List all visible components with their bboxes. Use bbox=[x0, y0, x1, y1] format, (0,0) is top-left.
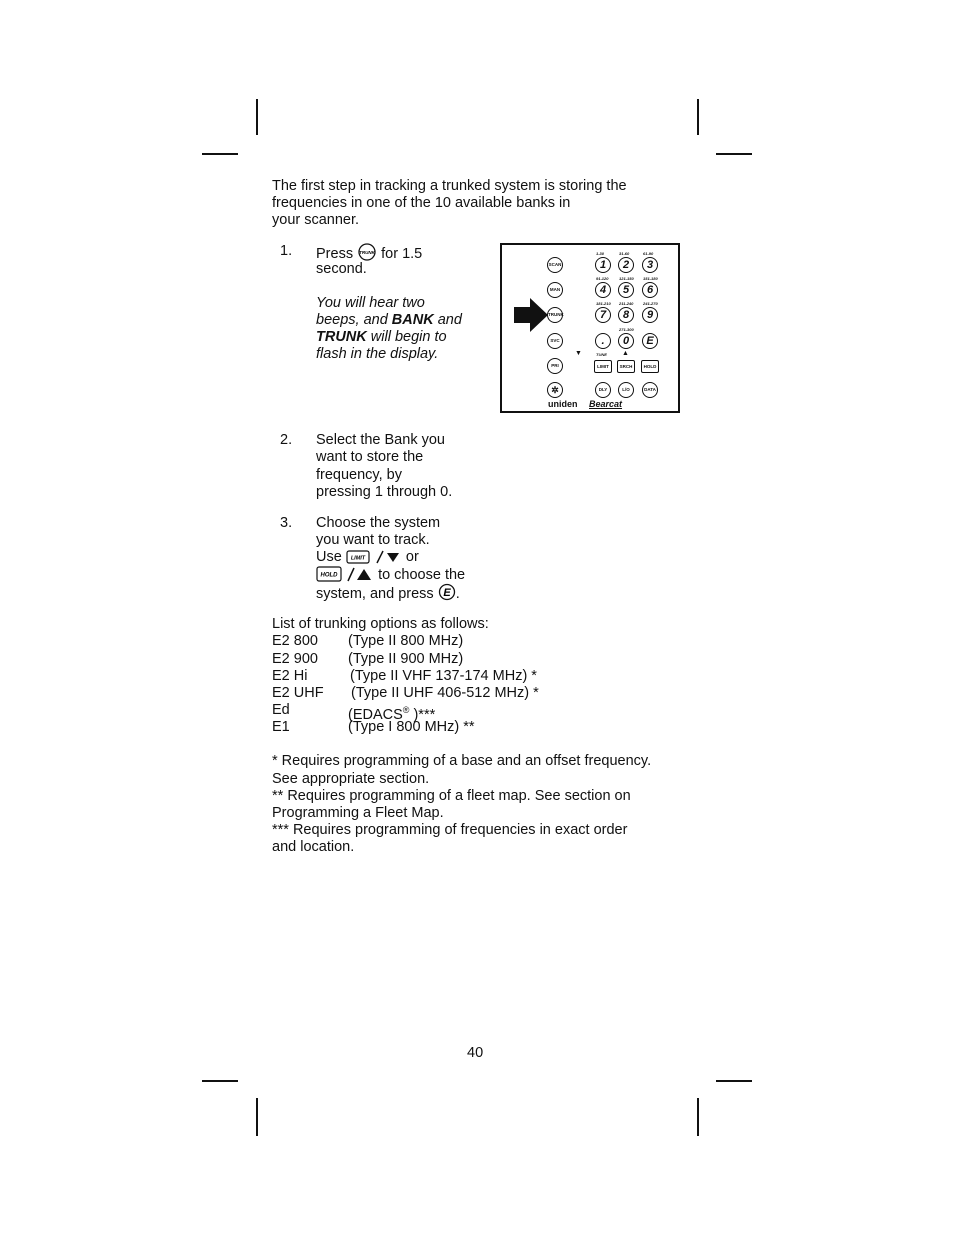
keypad-key-label: 241-270 bbox=[643, 301, 658, 306]
step-line: pressing 1 through 0. bbox=[316, 484, 453, 500]
footnote-line: and location. bbox=[272, 839, 355, 855]
step-number: 2. bbox=[280, 432, 293, 448]
option-code: Ed bbox=[272, 702, 290, 718]
note-text: and bbox=[437, 312, 462, 328]
step-number: 1. bbox=[280, 243, 293, 259]
keypad-key: 0 bbox=[618, 333, 634, 349]
option-desc: (Type II UHF 406-512 MHz) * bbox=[351, 685, 539, 701]
step-note bbox=[316, 329, 447, 346]
keypad-arrow-icon: ▲ bbox=[622, 350, 629, 357]
registered-mark: ® bbox=[402, 705, 410, 715]
option-desc-text: (EDACS bbox=[348, 706, 403, 723]
step-number: 3. bbox=[280, 515, 293, 531]
crop-mark bbox=[202, 153, 238, 155]
option-code: E2 UHF bbox=[272, 685, 324, 701]
option-code: E1 bbox=[272, 719, 290, 735]
keypad-key: MAN bbox=[547, 282, 563, 298]
step-line: frequency, by bbox=[316, 467, 402, 483]
option-code: E2 800 bbox=[272, 633, 318, 649]
options-heading: List of trunking options as follows: bbox=[272, 616, 489, 632]
footnote-line: *** Requires programming of frequencies in exact order bbox=[272, 822, 628, 838]
step-note bbox=[316, 312, 462, 329]
option-code: E2 Hi bbox=[272, 668, 308, 684]
footnote-line: Programming a Fleet Map. bbox=[272, 805, 444, 821]
intro-line: your scanner. bbox=[272, 212, 360, 228]
keypad-key: LIMIT bbox=[594, 360, 612, 373]
keypad-key: TRUNK bbox=[547, 307, 563, 323]
slash-down-arrow-icon bbox=[374, 550, 402, 564]
crop-mark bbox=[697, 99, 699, 135]
keypad-key-label: 1-30 bbox=[596, 251, 605, 256]
crop-mark bbox=[716, 153, 752, 155]
step-text: Use bbox=[316, 549, 342, 565]
keypad-key-label: 121-150 bbox=[619, 276, 634, 281]
bank-display-word: BANK bbox=[391, 312, 434, 328]
keypad-key: 8 bbox=[618, 307, 634, 323]
keypad-key: 9 bbox=[642, 307, 658, 323]
option-desc: (Type II VHF 137-174 MHz) * bbox=[350, 668, 537, 684]
option-desc: (Type II 800 MHz) bbox=[348, 633, 464, 649]
trunk-button-label: TRUNK bbox=[359, 250, 375, 255]
keypad-key: E bbox=[642, 333, 658, 349]
step-text: system, and press bbox=[316, 586, 434, 602]
step-line: you want to track. bbox=[316, 532, 430, 548]
step-text: . bbox=[455, 586, 460, 602]
option-desc: (Type I 800 MHz) ** bbox=[348, 719, 475, 735]
crop-mark bbox=[202, 1080, 238, 1082]
note-text: will begin to bbox=[370, 329, 447, 345]
trunk-button-icon bbox=[357, 243, 377, 261]
e-button-icon bbox=[438, 583, 456, 601]
step-text: for 1.5 bbox=[381, 246, 423, 262]
keypad-arrow-icon: ▼ bbox=[575, 350, 582, 357]
step-line: want to store the bbox=[316, 449, 424, 465]
step-line: Select the Bank you bbox=[316, 432, 445, 448]
keypad-key: HOLD bbox=[641, 360, 659, 373]
step-text: or bbox=[405, 549, 419, 565]
keypad-key: 2 bbox=[618, 257, 634, 273]
step-text: to choose the bbox=[378, 567, 466, 583]
keypad-key: 7 bbox=[595, 307, 611, 323]
footnote-line: See appropriate section. bbox=[272, 771, 430, 787]
e-button-label: E bbox=[443, 587, 451, 599]
footnote-line: ** Requires programming of a fleet map. See section on bbox=[272, 788, 631, 804]
limit-button-label: LIMIT bbox=[350, 555, 366, 562]
keypad-key: 4 bbox=[595, 282, 611, 298]
brand-logo: uniden bbox=[548, 399, 578, 409]
keypad-key-label: 211-240 bbox=[619, 301, 634, 306]
keypad-key: SCAN bbox=[547, 257, 563, 273]
step-line bbox=[316, 583, 460, 603]
hold-button-icon bbox=[316, 566, 342, 582]
keypad-key: . bbox=[595, 333, 611, 349]
keypad-illustration bbox=[500, 243, 680, 413]
keypad-key: DATA bbox=[642, 382, 658, 398]
step-note: flash in the display. bbox=[316, 346, 439, 362]
keypad-key: DLY bbox=[595, 382, 611, 398]
step-line bbox=[316, 566, 465, 584]
step-line bbox=[316, 549, 419, 566]
crop-mark bbox=[716, 1080, 752, 1082]
step-line: second. bbox=[316, 261, 367, 277]
step-note: You will hear two bbox=[316, 295, 425, 311]
keypad-key: 6 bbox=[642, 282, 658, 298]
keypad-key-label: 181-210 bbox=[596, 301, 611, 306]
slash-up-arrow-icon bbox=[346, 566, 374, 582]
option-desc-text: )*** bbox=[409, 706, 436, 723]
option-code: E2 900 bbox=[272, 651, 318, 667]
keypad-key: PRI bbox=[547, 358, 563, 374]
option-desc: (Type II 900 MHz) bbox=[348, 651, 464, 667]
keypad-key-label: 31-60 bbox=[619, 251, 630, 256]
keypad-key-label: 91-120 bbox=[596, 276, 609, 281]
page-number: 40 bbox=[467, 1045, 484, 1061]
keypad-key: 3 bbox=[642, 257, 658, 273]
step-line: Choose the system bbox=[316, 515, 441, 531]
crop-mark bbox=[256, 1098, 258, 1136]
crop-mark bbox=[256, 99, 258, 135]
keypad-key-label: TUNE bbox=[596, 352, 607, 357]
trunk-display-word: TRUNK bbox=[316, 329, 367, 345]
keypad-key-label: 151-180 bbox=[643, 276, 658, 281]
keypad-key: 1 bbox=[595, 257, 611, 273]
hold-button-label: HOLD bbox=[320, 572, 338, 579]
keypad-key-label: 61-90 bbox=[643, 251, 654, 256]
crop-mark bbox=[697, 1098, 699, 1136]
keypad-key: SVC bbox=[547, 333, 563, 349]
model-logo: Bearcat bbox=[589, 399, 623, 409]
keypad-key: L/O bbox=[618, 382, 634, 398]
keypad-key: SRCH bbox=[617, 360, 635, 373]
limit-button-icon bbox=[346, 550, 370, 564]
keypad-key: 5 bbox=[618, 282, 634, 298]
note-text: beeps, and bbox=[316, 312, 388, 328]
step-text: Press bbox=[316, 246, 354, 262]
intro-line: frequencies in one of the 10 available banks in bbox=[272, 195, 571, 211]
intro-line: The first step in tracking a trunked system is storing the bbox=[272, 178, 627, 194]
keypad-key-label: 271-300 bbox=[619, 327, 634, 332]
footnote-line: * Requires programming of a base and an offset frequency. bbox=[272, 753, 652, 769]
keypad-key: ✲ bbox=[547, 382, 563, 398]
